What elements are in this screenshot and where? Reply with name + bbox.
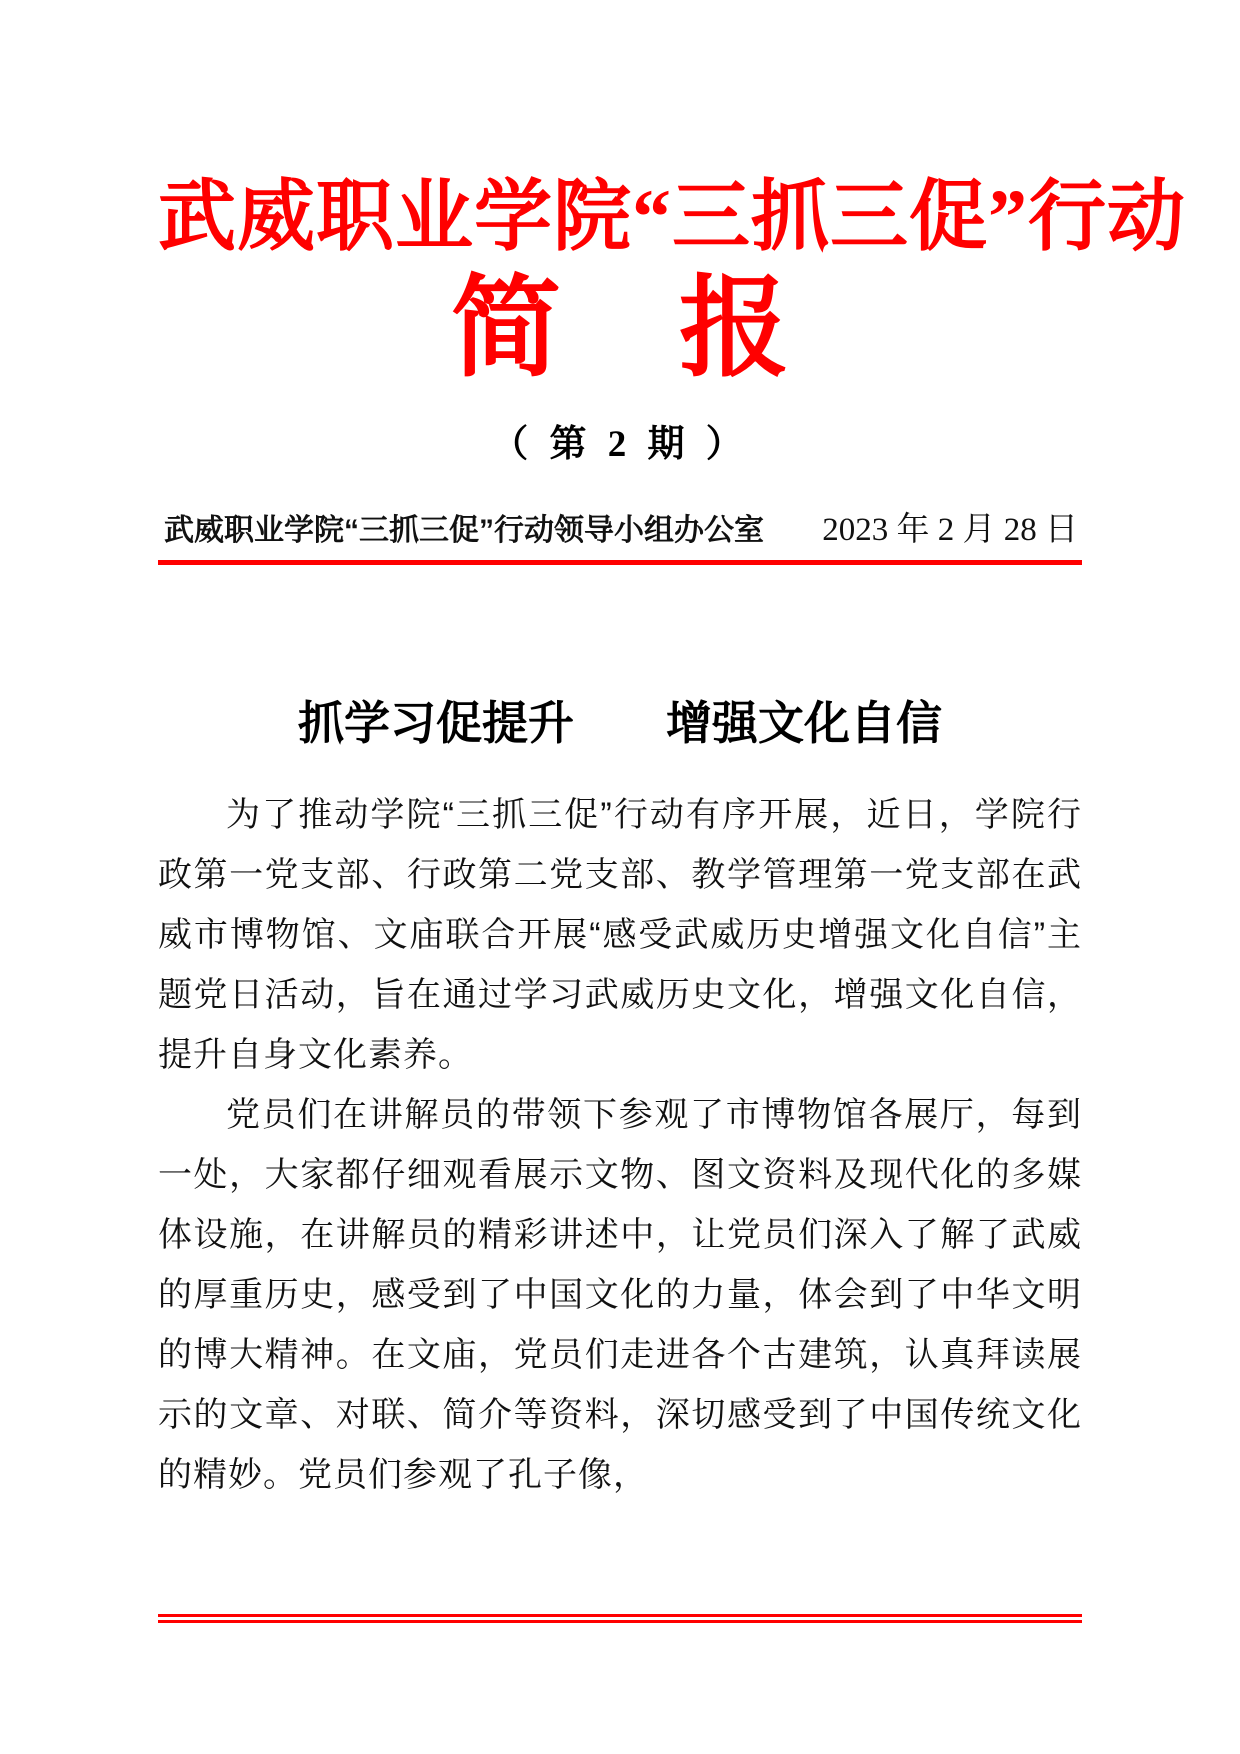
masthead-title-line1: 武威职业学院“三抓三促”行动 [158,173,1187,260]
masthead-char-jian: 简 [451,267,561,390]
masthead-title-line2 [158,267,1082,390]
meta-row [158,503,1082,565]
footer-double-rule [158,1614,1082,1623]
masthead-char-bao: 报 [679,267,789,390]
article-body [158,785,1082,1505]
article [158,687,1082,1505]
masthead [158,168,1187,467]
article-title [158,687,1082,753]
issuing-office: 武威职业学院“三抓三促”行动领导小组办公室 [164,514,764,547]
issue-number: （ 第 2 期 ） [491,424,749,465]
issue-date: 2023 年 2 月 28 日 [822,512,1078,548]
article-title-part1: 抓学习促提升 [298,698,574,749]
article-paragraph: 党员们在讲解员的带领下参观了市博物馆各展厅，每到一处，大家都仔细观看展示文物、图文资料及现代化的多媒体设施，在讲解员的精彩讲述中，让党员们深入了解了武威的厚重历史，感受到了中国文化的力量，体会到了中华文明的博大精神。在文庙，党员们走进各个古建筑，认真拜读展示的文章、对联、简介等资料，深切感受到了中国传统文化的精妙。党员们参观了孔子像， [158,1096,1082,1494]
article-paragraph: 为了推动学院“三抓三促”行动有序开展，近日，学院行政第一党支部、行政第二党支部、教学管理第一党支部在武威市博物馆、文庙联合开展“感受武威历史增强文化自信”主题党日活动，旨在通过学习武威历史文化，增强文化自信，提升自身文化素养。 [158,796,1082,1074]
article-title-part2: 增强文化自信 [666,698,942,749]
